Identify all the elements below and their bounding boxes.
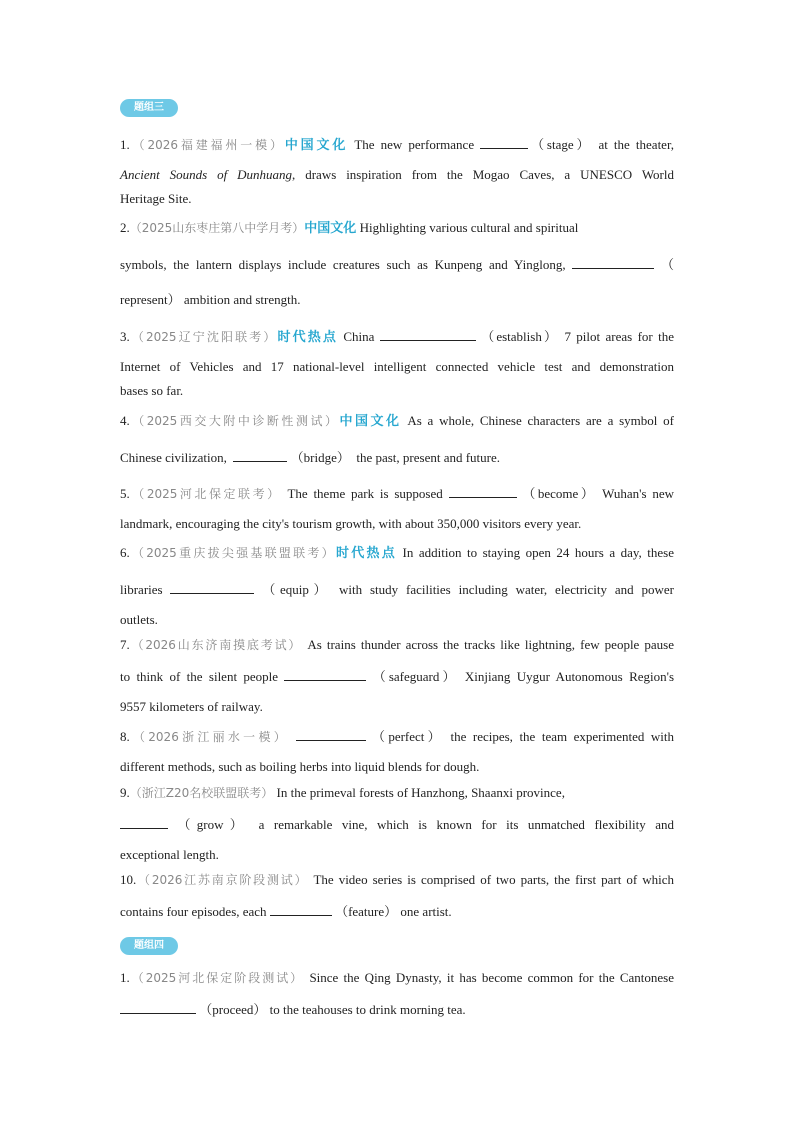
answer-blank[interactable] [449, 485, 517, 498]
question-8-line-2: different methods, such as boiling herbs into liquid blends for dough. [120, 759, 480, 774]
answer-blank[interactable] [284, 668, 366, 681]
source-label: （2025辽宁沈阳联考） [129, 330, 278, 344]
topic-tag: 中国文化 [284, 138, 349, 153]
question-3-line-2: Internet of Vehicles and 17 national-level intelligent connected vehicle test and demonstration [120, 359, 674, 374]
question-3-line-3: bases so far. [120, 383, 184, 398]
source-label: （浙江Z20名校联盟联考） [129, 786, 274, 800]
answer-blank[interactable] [572, 256, 654, 269]
topic-tag: 中国文化 [304, 221, 357, 236]
topic-tag: 时代热点 [277, 330, 339, 345]
question-4-line-2: Chinese civilization, （bridge） the past, present and future. [120, 450, 501, 465]
source-label: （2025西交大附中诊断性测试） [129, 414, 340, 428]
question-5-line-2: landmark, encouraging the city's tourism growth, with about 350,000 visitors every year. [120, 516, 582, 531]
answer-blank[interactable] [380, 328, 476, 341]
question-6-line-2: libraries （equip） with study facilities including water, electricity and power [120, 582, 675, 597]
answer-blank[interactable] [170, 581, 254, 594]
question-6-line-1: 6.（2025重庆拔尖强基联盟联考）时代热点 In addition to staying open 24 hours a day, these [120, 545, 674, 561]
question-6-line-3: outlets. [120, 612, 158, 627]
answer-blank[interactable] [233, 449, 287, 462]
title-text: Ancient Sounds of Dunhuang [120, 167, 293, 182]
question-5-line-1: 5.（2025河北保定联考） The theme park is supposed （become） Wuhan's new [120, 486, 675, 501]
question-10-line-1: 10.（2026江苏南京阶段测试） The video series is comprised of two parts, the first part of which [120, 872, 675, 887]
answer-blank[interactable] [270, 903, 332, 916]
question-4-line-1: 4.（2025西交大附中诊断性测试）中国文化 As a whole, Chinese characters are a symbol of [120, 413, 674, 429]
source-label: （2026浙江丽水一模） [129, 730, 289, 744]
source-label: （2025山东枣庄第八中学月考） [129, 221, 305, 235]
source-label: （2026福建福州一模） [129, 138, 285, 152]
question-2-line-2: symbols, the lantern displays include creatures such as Kunpeng and Yinglong, （ [120, 257, 675, 272]
question-2-line-3: represent） ambition and strength. [120, 292, 301, 307]
group-badge: 题组四 [120, 937, 178, 955]
question-g4-1-line-1: 1.（2025河北保定阶段测试） Since the Qing Dynasty, it has become common for the Cantonese [120, 970, 675, 985]
topic-tag: 中国文化 [339, 414, 402, 429]
source-label: （2025重庆拔尖强基联盟联考） [129, 546, 336, 560]
answer-blank[interactable] [120, 1001, 196, 1014]
source-label: （2025河北保定联考） [129, 487, 282, 501]
answer-blank[interactable] [120, 816, 168, 829]
question-1-line-2: Ancient Sounds of Dunhuang, draws inspiration from the Mogao Caves, a UNESCO World [120, 167, 674, 182]
question-3-line-1: 3.（2025辽宁沈阳联考）时代热点 China （establish） 7 pilot areas for the [120, 329, 674, 345]
question-7-line-3: 9557 kilometers of railway. [120, 699, 263, 714]
question-9-line-3: exceptional length. [120, 847, 219, 862]
question-g4-1-line-2: （proceed） to the teahouses to drink morning tea. [120, 1001, 674, 1018]
source-label: （2025河北保定阶段测试） [129, 971, 305, 985]
question-2-line-1: 2.（2025山东枣庄第八中学月考）中国文化 Highlighting various cultural and spiritual [120, 220, 579, 236]
question-1-line-3: Heritage Site. [120, 191, 192, 206]
question-1-line-1: 1.（2026福建福州一模）中国文化 The new performance （stage） at the theater, [120, 137, 675, 153]
question-7-line-1: 7.（2026山东济南摸底考试） As trains thunder across the tracks like lightning, few people pause [120, 637, 675, 652]
group-badge: 题组三 [120, 99, 178, 117]
topic-tag: 时代热点 [335, 546, 397, 561]
answer-blank[interactable] [480, 136, 528, 149]
source-label: （2026山东济南摸底考试） [129, 638, 303, 652]
source-label: （2026江苏南京阶段测试） [136, 873, 309, 887]
question-9-line-1: 9.（浙江Z20名校联盟联考） In the primeval forests of Hanzhong, Shaanxi province, [120, 785, 565, 800]
question-7-line-2: to think of the silent people （safeguard） Xinjiang Uygur Autonomous Region's [120, 669, 675, 684]
answer-blank[interactable] [296, 728, 366, 741]
question-9-line-2: （grow） a remarkable vine, which is known for its unmatched flexibility and [120, 816, 674, 833]
question-8-line-1: 8.（2026浙江丽水一模） （perfect） the recipes, the team experimented with [120, 729, 675, 744]
question-10-line-2: contains four episodes, each （feature） one artist. [120, 904, 452, 919]
